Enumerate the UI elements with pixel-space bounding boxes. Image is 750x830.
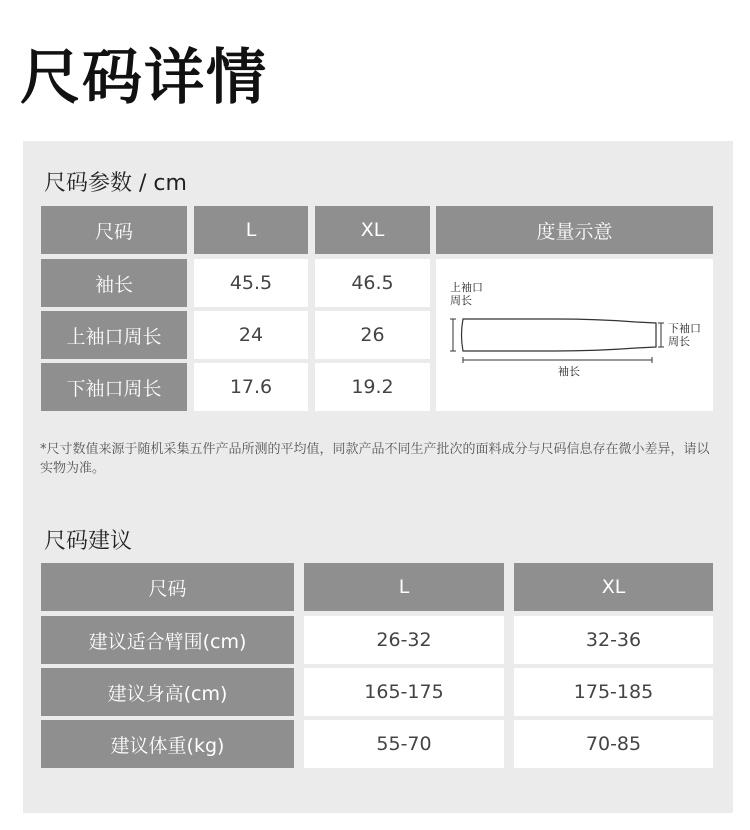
params-header-diagram: 度量示意 <box>436 206 713 254</box>
advice-header-size: 尺码 <box>41 563 294 611</box>
advice-row-label: 建议适合臂围(cm) <box>41 616 294 664</box>
advice-row-label: 建议体重(kg) <box>41 720 294 768</box>
advice-header-l: L <box>304 563 504 611</box>
params-row-label: 袖长 <box>41 259 187 307</box>
params-cell-l: 24 <box>194 311 308 359</box>
size-params-heading: 尺码参数 / cm <box>44 171 187 196</box>
advice-header-xl: XL <box>514 563 713 611</box>
params-cell-l: 17.6 <box>194 363 308 411</box>
size-note: *尺寸数值来源于随机采集五件产品所测的平均值，同款产品不同生产批次的面料成分与尺码信息存在微小差异，请以实物为准。 <box>40 442 710 476</box>
advice-cell-xl: 70-85 <box>514 720 713 768</box>
params-cell-xl: 46.5 <box>315 259 430 307</box>
advice-row-label: 建议身高(cm) <box>41 668 294 716</box>
params-row-label: 上袖口周长 <box>41 311 187 359</box>
diagram-length-label: 袖长 <box>558 365 580 378</box>
size-advice-heading: 尺码建议 <box>44 529 133 554</box>
advice-cell-xl: 175-185 <box>514 668 713 716</box>
params-header-size: 尺码 <box>41 206 187 254</box>
params-cell-xl: 26 <box>315 311 430 359</box>
measurement-diagram <box>436 259 713 411</box>
advice-cell-l: 26-32 <box>304 616 504 664</box>
page-title: 尺码详情 <box>20 43 268 113</box>
params-row-label: 下袖口周长 <box>41 363 187 411</box>
diagram-top-cuff-label: 上袖口 周长 <box>450 281 483 307</box>
params-cell-l: 45.5 <box>194 259 308 307</box>
advice-cell-l: 165-175 <box>304 668 504 716</box>
params-header-xl: XL <box>315 206 430 254</box>
advice-cell-l: 55-70 <box>304 720 504 768</box>
params-cell-xl: 19.2 <box>315 363 430 411</box>
params-header-l: L <box>194 206 308 254</box>
diagram-bottom-cuff-label: 下袖口 周长 <box>668 322 701 348</box>
advice-cell-xl: 32-36 <box>514 616 713 664</box>
